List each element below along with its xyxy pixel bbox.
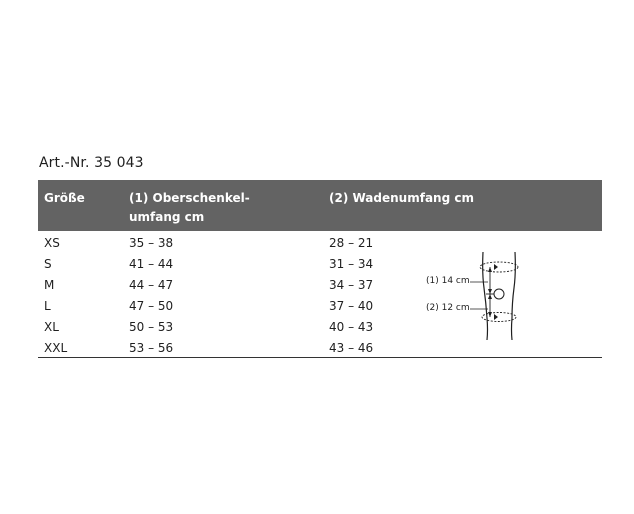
cell-size: XS bbox=[44, 236, 60, 250]
cell-thigh: 41 – 44 bbox=[129, 257, 174, 271]
cell-size: L bbox=[44, 299, 51, 313]
cell-calf: 31 – 34 bbox=[329, 257, 374, 271]
header-size: Größe bbox=[44, 191, 85, 205]
table-bottom-rule bbox=[38, 357, 602, 358]
cell-thigh: 47 – 50 bbox=[129, 299, 174, 313]
cell-size: XXL bbox=[44, 341, 68, 355]
table-header bbox=[38, 180, 602, 231]
measurement-label-2: (2) 12 cm bbox=[426, 303, 470, 313]
cell-thigh: 53 – 56 bbox=[129, 341, 174, 355]
cell-thigh: 50 – 53 bbox=[129, 320, 174, 334]
header-thigh-line1: (1) Oberschenkel- bbox=[129, 191, 250, 205]
cell-calf: 43 – 46 bbox=[329, 341, 374, 355]
cell-thigh: 35 – 38 bbox=[129, 236, 174, 250]
header-calf: (2) Wadenumfang cm bbox=[329, 191, 474, 205]
cell-calf: 28 – 21 bbox=[329, 236, 374, 250]
knee-measurement-icon bbox=[420, 248, 560, 343]
cell-calf: 40 – 43 bbox=[329, 320, 374, 334]
article-number: Art.-Nr. 35 043 bbox=[39, 155, 144, 171]
cell-size: S bbox=[44, 257, 52, 271]
cell-calf: 37 – 40 bbox=[329, 299, 374, 313]
cell-thigh: 44 – 47 bbox=[129, 278, 174, 292]
header-thigh bbox=[129, 189, 250, 227]
cell-size: XL bbox=[44, 320, 59, 334]
cell-calf: 34 – 37 bbox=[329, 278, 374, 292]
header-thigh-line2: umfang cm bbox=[129, 210, 205, 224]
measurement-label-1: (1) 14 cm bbox=[426, 276, 470, 286]
knee-measurement-diagram bbox=[420, 248, 560, 343]
cell-size: M bbox=[44, 278, 55, 292]
